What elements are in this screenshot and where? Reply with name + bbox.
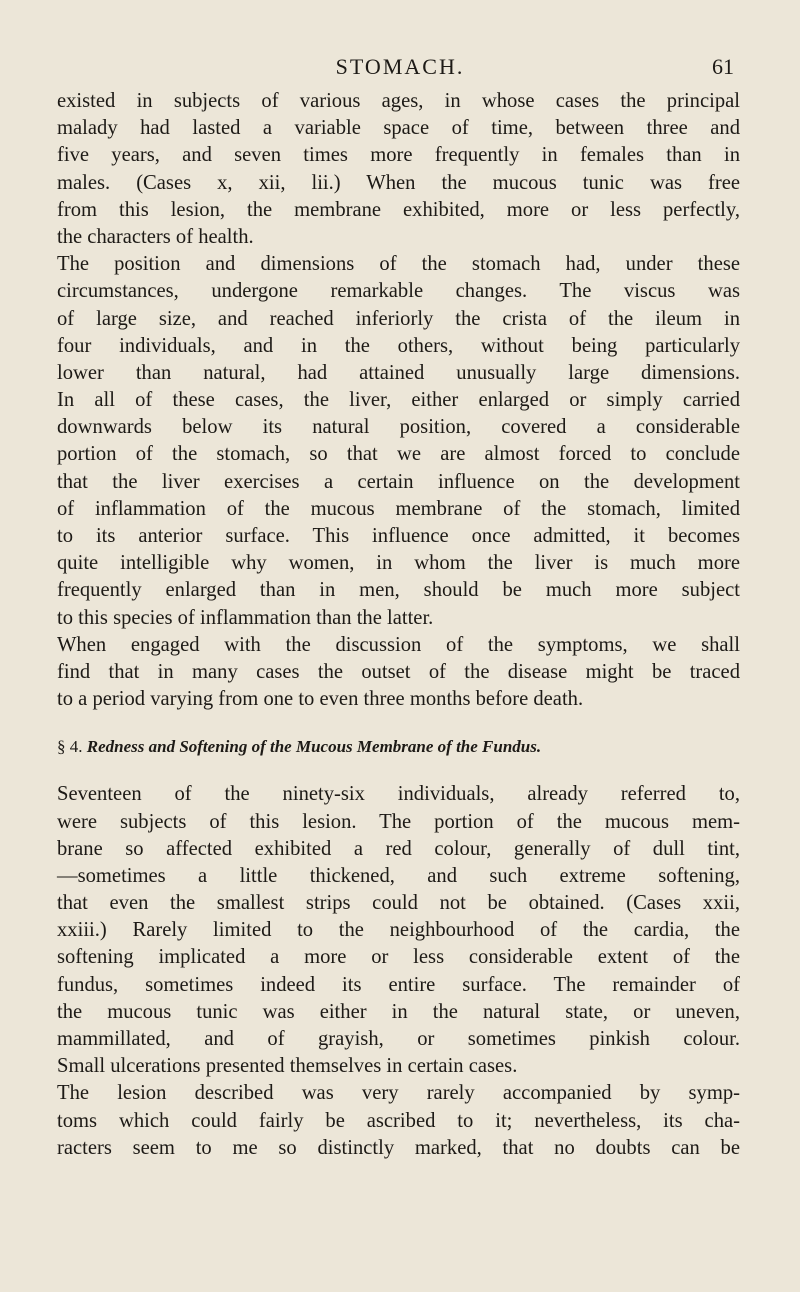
paragraph-1 bbox=[57, 88, 740, 251]
text-line: quite intelligible why women, in whom the liver is much more bbox=[57, 552, 740, 575]
text-line: frequently enlarged than in men, should be much more subject bbox=[57, 579, 740, 602]
text-line: toms which could fairly be ascribed to it; nevertheless, its cha- bbox=[57, 1109, 740, 1132]
text-line: to this species of inflammation than the latter. bbox=[57, 606, 434, 629]
text-line: racters seem to me so distinctly marked, that no doubts can be bbox=[57, 1136, 740, 1159]
text-line: four individuals, and in the others, without being particularly bbox=[57, 334, 740, 357]
text-line: the mucous tunic was either in the natural state, or uneven, bbox=[57, 1000, 740, 1023]
text-line: In all of these cases, the liver, either enlarged or simply carried bbox=[57, 389, 740, 412]
text-line: lower than natural, had attained unusually large dimensions. bbox=[57, 361, 740, 384]
section-heading bbox=[57, 729, 740, 765]
text-line: from this lesion, the membrane exhibited, more or less perfectly, bbox=[57, 198, 740, 221]
text-line: xxiii.) Rarely limited to the neighbourhood of the cardia, the bbox=[57, 919, 740, 942]
text-line: that even the smallest strips could not be obtained. (Cases xxii, bbox=[57, 892, 740, 915]
text-line: When engaged with the discussion of the symptoms, we shall bbox=[57, 633, 740, 656]
text-line: portion of the stomach, so that we are almost forced to conclude bbox=[57, 443, 740, 466]
paragraph-5 bbox=[57, 1080, 740, 1162]
text-line: brane so affected exhibited a red colour, generally of dull tint, bbox=[57, 837, 740, 860]
text-line: The position and dimensions of the stomach had, under these bbox=[57, 253, 740, 276]
page-body bbox=[57, 88, 740, 1162]
text-line: Seventeen of the ninety-six individuals, already referred to, bbox=[57, 783, 740, 806]
text-line: were subjects of this lesion. The portion of the mucous mem- bbox=[57, 810, 740, 833]
running-head bbox=[40, 50, 760, 80]
running-head-title: STOMACH. bbox=[335, 54, 465, 79]
section-number: § 4. bbox=[57, 737, 83, 757]
text-line: of inflammation of the mucous membrane of the stomach, limited bbox=[57, 497, 740, 520]
text-line: the characters of health. bbox=[57, 225, 254, 248]
text-line: to its anterior surface. This influence once admitted, it becomes bbox=[57, 525, 740, 547]
text-line: fundus, sometimes indeed its entire surface. The remainder of bbox=[57, 973, 740, 996]
text-line: Small ulcerations presented themselves in certain cases. bbox=[57, 1055, 518, 1078]
page-number: 61 bbox=[712, 54, 734, 79]
spacer bbox=[57, 765, 740, 781]
paragraph-3 bbox=[57, 632, 740, 714]
text-line: existed in subjects of various ages, in whose cases the principal bbox=[57, 90, 740, 112]
section-title: Redness and Softening of the Mucous Membrane of the Fundus. bbox=[86, 737, 542, 757]
text-line: find that in many cases the outset of the disease might be traced bbox=[57, 660, 740, 683]
text-line: that the liver exercises a certain influence on the development bbox=[57, 470, 740, 493]
text-line: five years, and seven times more frequently in females than in bbox=[57, 144, 740, 167]
text-line: —sometimes a little thickened, and such extreme softening, bbox=[57, 864, 740, 887]
text-line: males. (Cases x, xii, lii.) When the mucous tunic was free bbox=[57, 171, 740, 194]
text-line: The lesion described was very rarely accompanied by symp- bbox=[57, 1082, 740, 1105]
text-line: mammillated, and of grayish, or sometimes pinkish colour. bbox=[57, 1028, 740, 1050]
paragraph-4 bbox=[57, 781, 740, 1080]
text-line: downwards below its natural position, covered a considerable bbox=[57, 416, 740, 439]
text-line: softening implicated a more or less considerable extent of the bbox=[57, 946, 740, 969]
text-line: malady had lasted a variable space of time, between three and bbox=[57, 117, 740, 140]
text-line: to a period varying from one to even three months before death. bbox=[57, 688, 584, 711]
text-line: circumstances, undergone remarkable changes. The viscus was bbox=[57, 280, 740, 303]
paragraph-2 bbox=[57, 251, 740, 632]
text-line: of large size, and reached inferiorly the crista of the ileum in bbox=[57, 307, 740, 330]
